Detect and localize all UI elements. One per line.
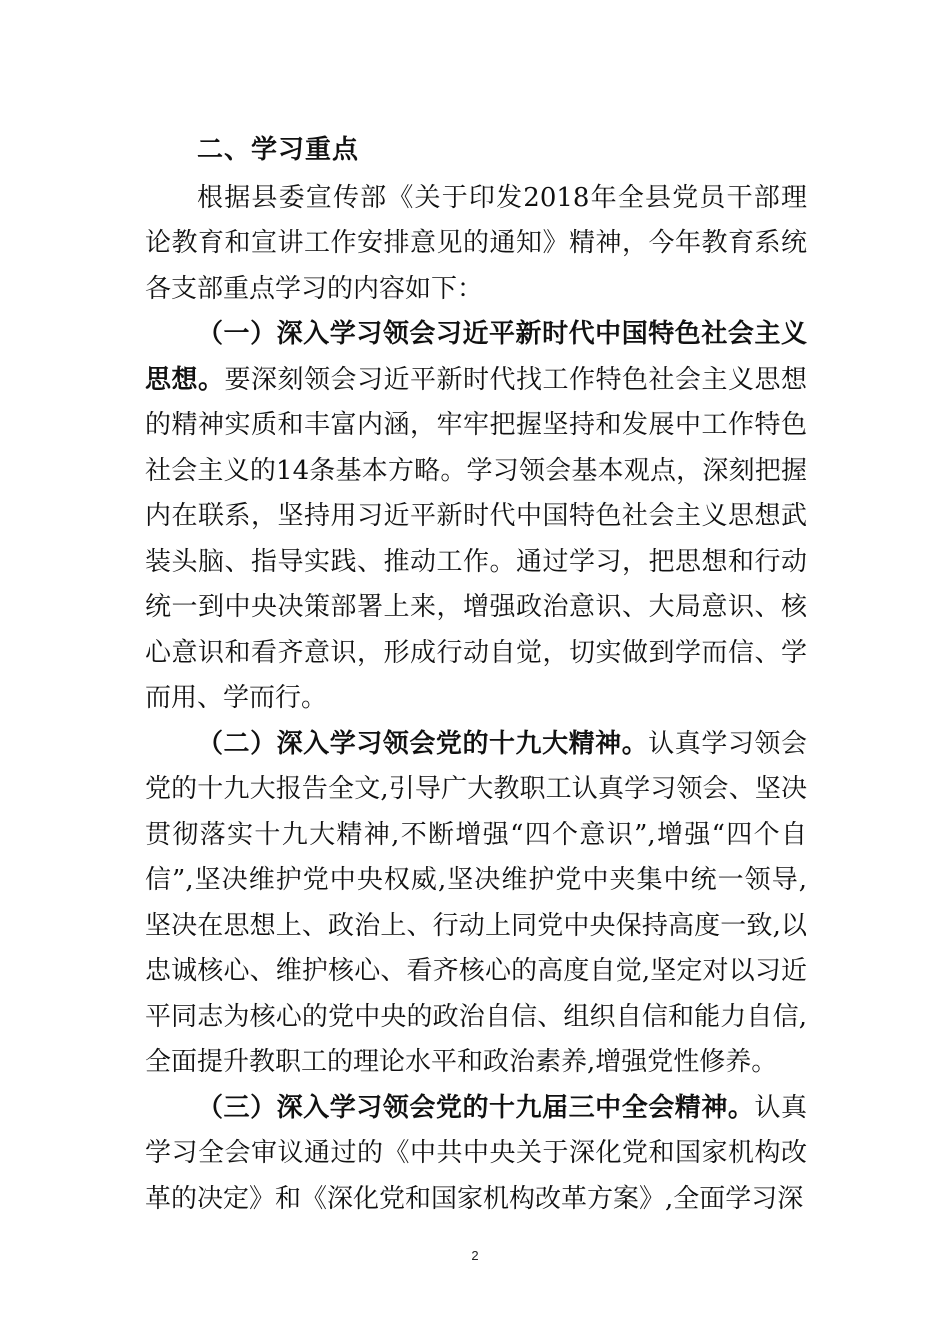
intro-paragraph: 根据县委宣传部《关于印发2018年全县党员干部理论教育和宣讲工作安排意见的通知》精神，今年教育系统各支部重点学习的内容如下： [145, 182, 807, 304]
item-paragraph-3 [145, 1086, 807, 1223]
document-body [145, 128, 807, 1222]
item-lead-1: （一）深入学习领会习近平新时代中国特色社会主义思想。 [145, 319, 807, 395]
item-lead-2: （二）深入学习领会党的十九大精神。 [197, 728, 649, 759]
item-paragraph-2 [145, 722, 807, 1086]
item-paragraph-1 [145, 312, 807, 722]
item-body-2: 认真学习领会党的十九大报告全文,引导广大教职工认真学习领会、坚决贯彻落实十九大精神,不断增强“四个意识”,增强“四个自信”,坚决维护党中央权威,坚决维护党中夹集中统一领导,坚决在思想上、政治上、行动上同党中央保持高度一致,以忠诚核心、维护核心、看齐核心的高度自觉,坚定对以习近平同志为核心的党中央的政治自信、组织自信和能力自信,全面提升教职工的理论水平和政治素养,增强党性修养。 [145, 728, 807, 1077]
page-number: 2 [471, 1248, 479, 1263]
item-body-1: 要深刻领会习近平新时代找工作特色社会主义思想的精神实质和丰富内涵，牢牢把握坚持和发展中工作特色社会主义的14条基本方略。学习领会基本观点，深刻把握内在联系，坚持用习近平新时代中国特色社会主义思想武装头脑、指导实践、推动工作。通过学习，把思想和行动统一到中央决策部署上来，增强政治意识、大局意识、核心意识和看齐意识，形成行动自觉，切实做到学而信、学而用、学而行。 [145, 364, 807, 713]
item-body-3: 认真学习全会审议通过的《中共中央关于深化党和国家机构改革的决定》和《深化党和国家机构改革方案》,全面学习深 [145, 1092, 807, 1214]
section-heading: 二、学习重点 [197, 135, 360, 165]
item-lead-3: （三）深入学习领会党的十九届三中全会精神。 [197, 1092, 755, 1123]
